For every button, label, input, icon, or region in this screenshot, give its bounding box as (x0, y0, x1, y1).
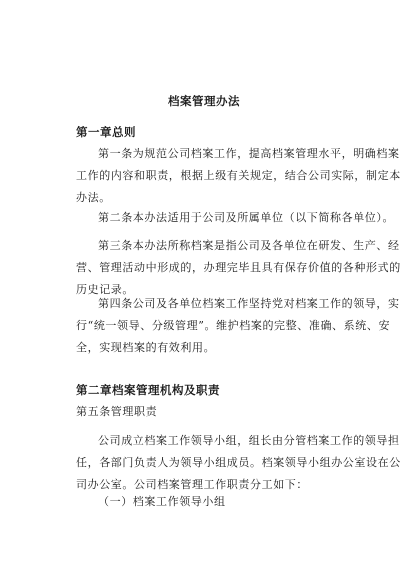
chapter-heading-2: 第二章档案管理机构及职责 (76, 383, 220, 397)
management-structure-paragraph (76, 430, 401, 496)
article-2-paragraph (76, 207, 395, 229)
article-5-paragraph (76, 401, 338, 423)
article-1-paragraph (76, 143, 401, 209)
paragraph-line: （一）档案工作领导小组 (98, 495, 226, 508)
paragraph-line: 第二条本办法适用于公司及所属单位（以下简称各单位）。 (98, 211, 395, 224)
article-3-paragraph (76, 235, 401, 301)
paragraph-line: 行“统一领导、分级管理”。维护档案的完整、准确、系统、安 (76, 319, 391, 332)
chapter-heading-1: 第一章总则 (76, 125, 136, 139)
paragraph-line: 全，实现档案的有效利用。 (76, 341, 216, 354)
paragraph-line: 办法。 (76, 191, 111, 204)
paragraph-line: 司办公室。公司档案管理工作职责分工如下： (76, 478, 308, 491)
paragraph-line: 历史记录。 (76, 283, 134, 296)
subsection-1-heading (76, 491, 338, 513)
paragraph-line: 营、管理活动中形成的，办理完毕且具有保存价值的各种形式的 (76, 261, 401, 274)
paragraph-line: 公司成立档案工作领导小组，组长由分管档案工作的领导担 (98, 434, 400, 447)
paragraph-line: 工作的内容和职责，根据上级有关规定，结合公司实际，制定本 (76, 169, 401, 182)
document-title: 档案管理办法 (168, 94, 240, 108)
paragraph-line: 第五条管理职责 (76, 405, 158, 418)
paragraph-line: 第四条公司及各单位档案工作坚持党对档案工作的领导，实 (98, 297, 400, 310)
paragraph-line: 第一条为规范公司档案工作，提高档案管理水平，明确档案 (98, 147, 400, 160)
paragraph-line: 任，各部门负责人为领导小组成员。档案领导小组办公室设在公 (76, 456, 401, 469)
paragraph-line: 第三条本办法所称档案是指公司及各单位在研发、生产、经 (98, 239, 400, 252)
article-4-paragraph (76, 293, 400, 359)
